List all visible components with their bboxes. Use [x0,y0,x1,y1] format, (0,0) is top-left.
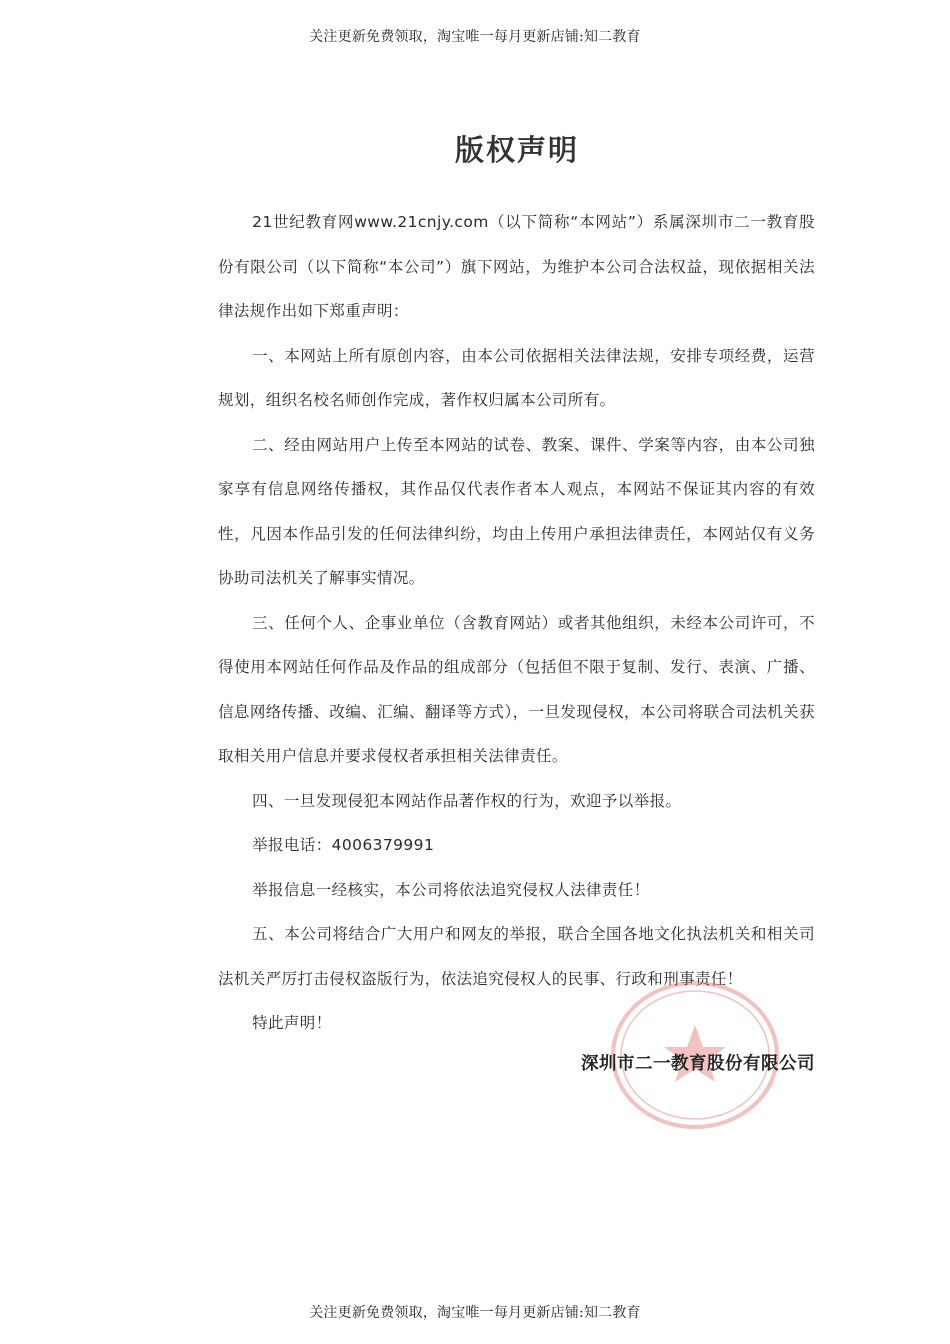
closing-statement: 特此声明！ [252,1014,332,1032]
footer-note: 关注更新免费领取，淘宝唯一每月更新店铺:知二教育 [309,1305,641,1321]
report-phone: 举报电话：4006379991 [252,836,435,854]
header-note: 关注更新免费领取，淘宝唯一每月更新店铺:知二教育 [309,29,641,45]
clause-four: 四、一旦发现侵犯本网站作品著作权的行为，欢迎予以举报。 [252,791,682,810]
intro-paragraph: 21世纪教育网www.21cnjy.com（以下简称“本网站”）系属深圳市二一教育股份有限公司（以下简称“本公司”）旗下网站，为维护本公司合法权益，现依据相关法律法规作出如下郑重声明： [218,213,815,320]
clause-one: 一、本网站上所有原创内容，由本公司依据相关法律法规，安排专项经费，运营规划，组织名校名师创作完成，著作权归属本公司所有。 [218,346,815,409]
report-note: 举报信息一经核实，本公司将依法追究侵权人法律责任！ [252,880,650,899]
page-title: 版权声明 [454,133,579,167]
company-signature: 深圳市二一教育股份有限公司 [581,1054,815,1074]
clause-two: 二、经由网站用户上传至本网站的试卷、教案、课件、学案等内容，由本公司独家享有信息网络传播权，其作品仅代表作者本人观点，本网站不保证其内容的有效性，凡因本作品引发的任何法律纠纷，均由上传用户承担法律责任，本网站仅有义务协助司法机关了解事实情况。 [218,435,815,587]
document-body [218,200,815,1046]
clause-five: 五、本公司将结合广大用户和网友的举报，联合全国各地文化执法机关和相关司法机关严厉打击侵权盗版行为，依法追究侵权人的民事、行政和刑事责任！ [218,925,815,988]
clause-three: 三、任何个人、企事业单位（含教育网站）或者其他组织，未经本公司许可，不得使用本网站任何作品及作品的组成部分（包括但不限于复制、发行、表演、广播、信息网络传播、改编、汇编、翻译等方式），一旦发现侵权，本公司将联合司法机关获取相关用户信息并要求侵权者承担相关法律责任。 [218,613,815,765]
